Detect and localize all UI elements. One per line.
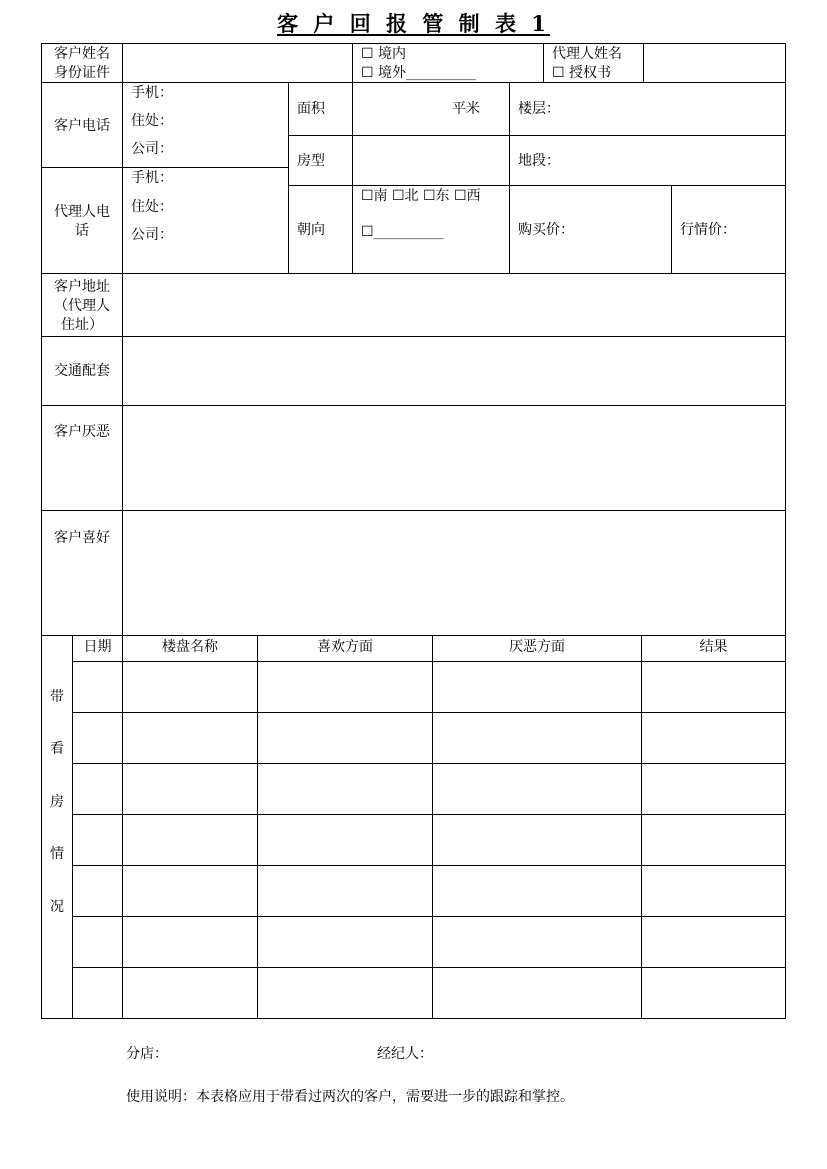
grid-line	[288, 185, 786, 186]
column-header-building: 楼盘名称	[162, 639, 218, 655]
grid-line	[641, 635, 642, 1018]
column-header-dislikes: 厌恶方面	[509, 639, 565, 655]
grid-line	[41, 167, 289, 168]
floor-label: 楼层：	[518, 101, 560, 117]
viewing-side-label-char: 看	[50, 741, 64, 757]
orientation-other[interactable]: ☐__________	[361, 224, 444, 240]
column-header-date: 日期	[83, 639, 112, 655]
grid-line	[352, 43, 353, 273]
client-phone-label: 客户电话	[54, 118, 110, 134]
grid-line	[72, 635, 73, 1018]
grid-line	[122, 43, 123, 636]
viewing-side-label-char: 房	[50, 794, 64, 810]
grid-line	[41, 510, 786, 511]
grid-line	[432, 635, 433, 1018]
id-document-label: 身份证件	[54, 65, 110, 81]
grid-line	[41, 82, 786, 83]
page-title: 客 户 回 报 管 制 表 1	[277, 11, 550, 36]
grid-line	[72, 967, 786, 968]
table-border-bottom	[41, 1018, 786, 1019]
agent-phone-label: 代理人电话	[54, 204, 110, 239]
grid-line	[288, 135, 786, 136]
district-label: 地段：	[518, 153, 560, 169]
area-label: 面积	[297, 101, 325, 117]
area-unit: 平米	[452, 101, 480, 117]
grid-line	[543, 43, 544, 82]
grid-line	[41, 336, 786, 337]
grid-line	[288, 82, 289, 273]
grid-line	[72, 661, 786, 662]
client-office-label: 公司：	[131, 141, 173, 157]
client-mobile-label: 手机：	[131, 85, 173, 101]
authorization-checkbox[interactable]: ☐ 授权书	[552, 65, 612, 81]
purchase-price-label: 购买价：	[518, 222, 574, 238]
domestic-checkbox[interactable]: ☐ 境内	[361, 46, 407, 62]
client-likes-label: 客户喜好	[54, 530, 110, 546]
viewing-side-label-char: 况	[50, 899, 64, 915]
agent-name-label: 代理人姓名	[552, 46, 622, 62]
client-address-label: 客户地址（代理人住址）	[54, 279, 110, 333]
grid-line	[509, 82, 510, 273]
grid-line	[72, 865, 786, 866]
client-dislikes-label: 客户厌恶	[54, 424, 110, 440]
orientation-label: 朝向	[297, 222, 325, 238]
client-home-label: 住处：	[131, 113, 173, 129]
grid-line	[72, 916, 786, 917]
traffic-label: 交通配套	[54, 363, 110, 379]
grid-line	[643, 43, 644, 82]
grid-line	[72, 814, 786, 815]
grid-line	[671, 185, 672, 273]
overseas-checkbox[interactable]: ☐ 境外__________	[361, 65, 477, 81]
usage-instructions: 使用说明：本表格应用于带看过两次的客户，需要进一步的跟踪和掌控。	[126, 1089, 574, 1105]
viewing-side-label-char: 情	[50, 846, 64, 862]
column-header-likes: 喜欢方面	[317, 639, 373, 655]
grid-line	[41, 635, 786, 636]
agent-label: 经纪人：	[377, 1046, 433, 1062]
grid-line	[72, 712, 786, 713]
viewing-side-label-char: 带	[50, 689, 64, 705]
grid-line	[41, 405, 786, 406]
grid-line	[122, 635, 123, 1018]
branch-label: 分店：	[126, 1046, 168, 1062]
grid-line	[41, 273, 786, 274]
table-border-top	[41, 43, 786, 44]
grid-line	[72, 763, 786, 764]
agent-mobile-label: 手机：	[131, 170, 173, 186]
grid-line	[257, 635, 258, 1018]
client-name-label: 客户姓名	[54, 46, 110, 62]
orientation-options[interactable]: ☐南 ☐北 ☐东 ☐西	[361, 188, 481, 204]
agent-home-label: 住处：	[131, 199, 173, 215]
market-price-label: 行情价：	[680, 222, 736, 238]
table-border-right	[785, 43, 786, 1019]
agent-office-label: 公司：	[131, 227, 173, 243]
column-header-result: 结果	[699, 639, 728, 655]
layout-label: 房型	[297, 153, 325, 169]
